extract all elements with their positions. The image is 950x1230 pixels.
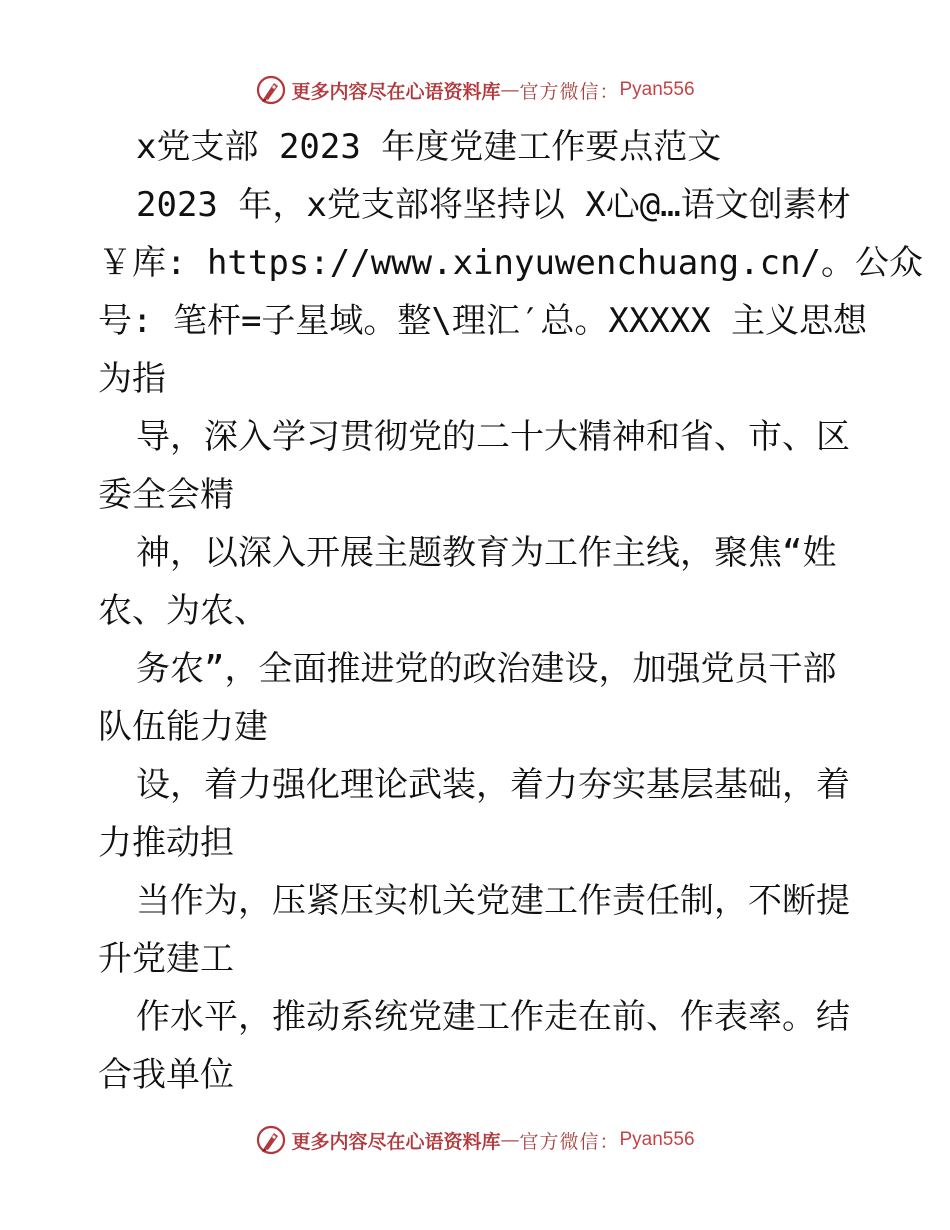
text-line: 当作为，压紧压实机关党建工作责任制，不断提 bbox=[136, 881, 850, 921]
text-line: 设，着力强化理论武装，着力夯实基层基础，着 bbox=[136, 765, 850, 805]
text-line: 神，以深入开展主题教育为工作主线，聚焦“姓 bbox=[136, 533, 837, 573]
text-line: 导，深入学习贯彻党的二十大精神和省、市、区 bbox=[136, 417, 850, 457]
banner-wechat-id: Pyan556 bbox=[619, 79, 695, 100]
text-line: 为指 bbox=[98, 359, 166, 399]
banner-side-text: 官方微信： bbox=[519, 80, 620, 103]
text-line: 力推动担 bbox=[98, 823, 234, 863]
text-line: 合我单位 bbox=[98, 1055, 234, 1095]
document-title: x党支部 2023 年度党建工作要点范文 bbox=[136, 127, 722, 167]
banner-main-text: 更多内容尽在心语资料库 bbox=[291, 80, 501, 103]
header-watermark-banner bbox=[0, 72, 950, 108]
banner-main-text: 更多内容尽在心语资料库 bbox=[291, 1130, 501, 1153]
pen-nib-logo-icon bbox=[255, 1124, 287, 1156]
text-line: 升党建工 bbox=[98, 939, 234, 979]
text-line: 2023 年，x党支部将坚持以 X心@…语文创素材 bbox=[136, 185, 851, 225]
text-line: 务农”，全面推进党的政治建设，加强党员干部 bbox=[136, 649, 837, 689]
text-line: 队伍能力建 bbox=[98, 707, 268, 747]
pen-nib-logo-icon bbox=[255, 74, 287, 106]
banner-separator: — bbox=[500, 79, 520, 101]
text-line: 委全会精 bbox=[98, 475, 234, 515]
footer-watermark-banner bbox=[0, 1122, 950, 1158]
banner-side-text: 官方微信： bbox=[519, 1130, 620, 1153]
banner-separator: — bbox=[500, 1129, 520, 1151]
text-line: ￥库: https://www.xinyuwenchuang.cn/。公众 bbox=[98, 243, 924, 283]
text-line: 农、为农、 bbox=[98, 591, 268, 631]
text-line: 号: 笔杆=子星域。整\理汇′总。XXXXX 主义思想 bbox=[98, 301, 868, 341]
text-line: 作水平，推动系统党建工作走在前、作表率。结 bbox=[136, 997, 850, 1037]
banner-wechat-id: Pyan556 bbox=[619, 1129, 695, 1150]
